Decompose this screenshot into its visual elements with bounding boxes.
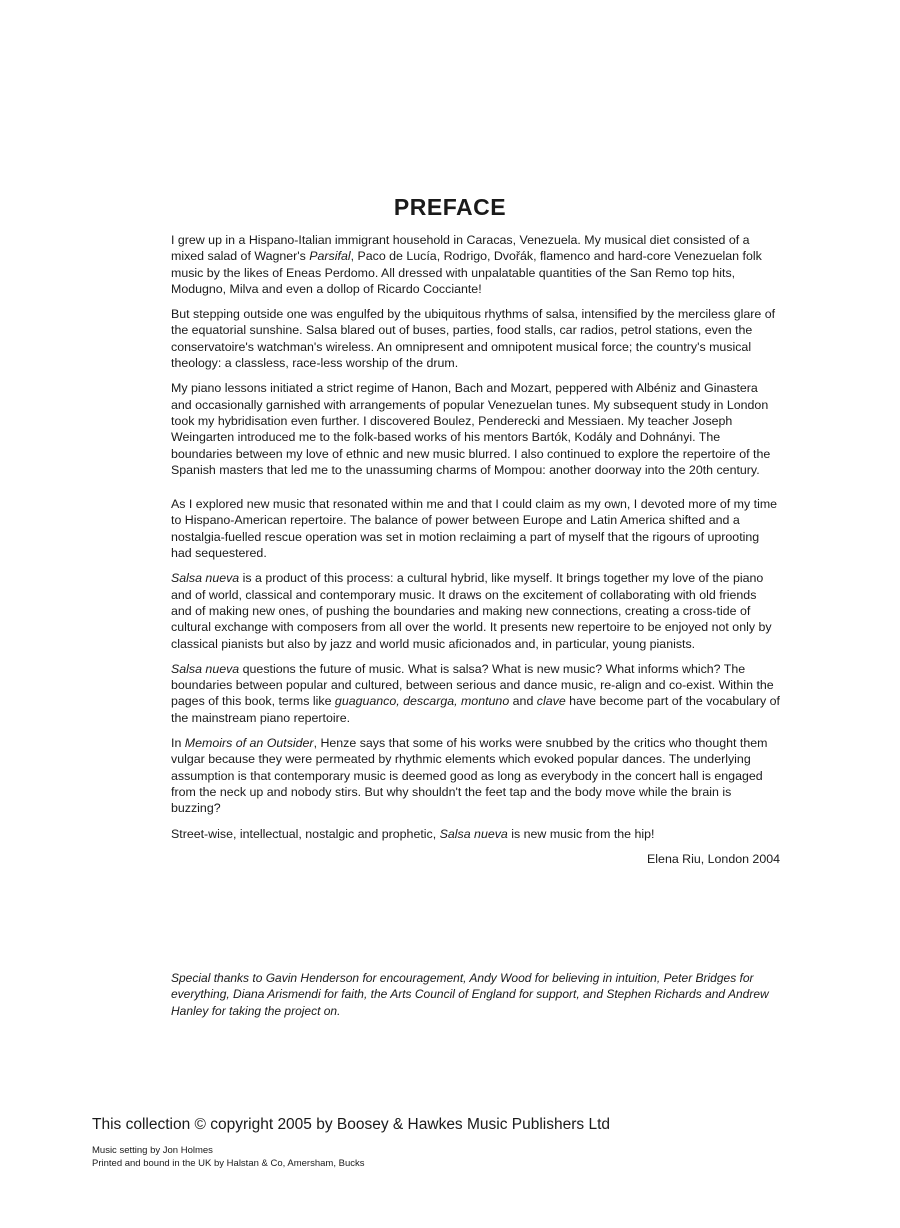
paragraph-5-text: is a product of this process: a cultural hybrid, like myself. It brings together my love of the piano and of world, classical and contemporary music. It draws on the excitement of collaborating with old friends and of making new ones, of pushing the boundaries and making new connections, creating a cross-tide of cultural exchange with composers from all over the world. It presents new repertoire to be enjoyed not only by classical pianists but also by jazz and world music aficionados and, in particular, young pianists. — [171, 571, 772, 651]
paragraph-6-italic-clave: clave — [536, 694, 566, 709]
paragraph-3: My piano lessons initiated a strict regime of Hanon, Bach and Mozart, peppered with Albéniz and Ginastera and occasionally garnished with arrangements of popular Venezuelan tunes. My subsequent study in London took my hybridisation even further. I discovered Boulez, Penderecki and Messiaen. My teacher Joseph Weingarten introduced me to the folk-based works of his mentors Bartók, Kodály and Dohnányi. The boundaries between my love of ethnic and new music blurred. I also continued to explore the repertoire of the Spanish masters that led me to the unassuming charms of Mompou: another doorway into the 20th century. — [171, 381, 771, 477]
music-setting-credit: Music setting by Jon Holmes — [92, 1145, 213, 1156]
paragraph-8-text: Street-wise, intellectual, nostalgic and prophetic, — [171, 826, 440, 841]
paragraph-6-text-and: and — [509, 694, 537, 709]
signature: Elena Riu, London 2004 — [647, 851, 780, 866]
paragraph-7-text: In — [171, 736, 185, 751]
paragraph-7 — [171, 735, 780, 816]
copyright-notice: This collection © copyright 2005 by Boosey & Hawkes Music Publishers Ltd — [92, 1116, 610, 1133]
paragraph-6-text: questions the future of music. What is salsa? What is new music? What informs which? The boundaries between popular and cultured, between serious and dance music, re-align and co-exist. Within the pages of this book, terms like — [171, 661, 774, 709]
paragraph-5-italic: Salsa nueva — [171, 571, 240, 586]
paragraph-7-italic: Memoirs of an Outsider — [184, 736, 314, 751]
page-title: PREFACE — [393, 194, 507, 220]
paragraph-5 — [171, 570, 780, 651]
paragraph-8 — [171, 826, 780, 842]
paragraph-6 — [171, 661, 780, 726]
paragraph-1 — [171, 232, 780, 297]
paragraph-6-italic-terms: guaguanco, descarga, montuno — [334, 694, 510, 709]
paragraph-1-text-cont: , Paco de Lucía, Rodrigo, Dvořák, flamenco and hard-core Venezuelan folk music by the likes of Eneas Perdomo. All dressed with unpalatable quantities of the San Remo top hits, Modugno, Milva and even a dollop of Ricardo Cocciante! — [171, 249, 762, 296]
preface-body — [171, 232, 780, 876]
paragraph-1-italic: Parsifal — [309, 249, 351, 264]
paragraph-6-italic: Salsa nueva — [171, 661, 240, 676]
paragraph-7-text-cont: , Henze says that some of his works were snubbed by the critics who thought them vulgar because they were permeated by rhythmic elements which evoked popular dances. The underlying assumption is that contemporary music is deemed good as long as everybody in the concert hall is engaged from the neck up and nobody stirs. But why shouldn't the feet tap and the body move while the brain is buzzing? — [171, 736, 768, 816]
paragraph-8-text-cont: is new music from the hip! — [507, 826, 655, 841]
paragraph-6-text-end: have become part of the vocabulary of the mainstream piano repertoire. — [171, 694, 780, 725]
paragraph-1-text: I grew up in a Hispano-Italian immigrant household in Caracas, Venezuela. My musical diet consisted of a mixed salad of Wagner's — [171, 233, 750, 264]
paragraph-4: As I explored new music that resonated within me and that I could claim as my own, I devoted more of my time to Hispano-American repertoire. The balance of power between Europe and Latin America shifted and a nostalgia-fuelled rescue operation was set in motion reclaiming a part of myself that the rigours of uprooting had sequestered. — [171, 497, 778, 561]
printer-credit: Printed and bound in the UK by Halstan & Co, Amersham, Bucks — [92, 1158, 365, 1169]
paragraph-8-italic: Salsa nueva — [439, 826, 508, 841]
paragraph-2: But stepping outside one was engulfed by the ubiquitous rhythms of salsa, intensified by the merciless glare of the equatorial sunshine. Salsa blared out of buses, parties, food stalls, car radios, petrol stations, even the conservatoire's watchman's wireless. An omnipresent and omnipotent musical force; the country's musical theology: a classless, race-less worship of the drum. — [171, 307, 776, 371]
acknowledgements: Special thanks to Gavin Henderson for encouragement, Andy Wood for believing in intuition, Peter Bridges for everything, Diana Arismendi for faith, the Arts Council of England for support, and Stephen Richards and Andrew Hanley for taking the project on. — [171, 971, 769, 1018]
